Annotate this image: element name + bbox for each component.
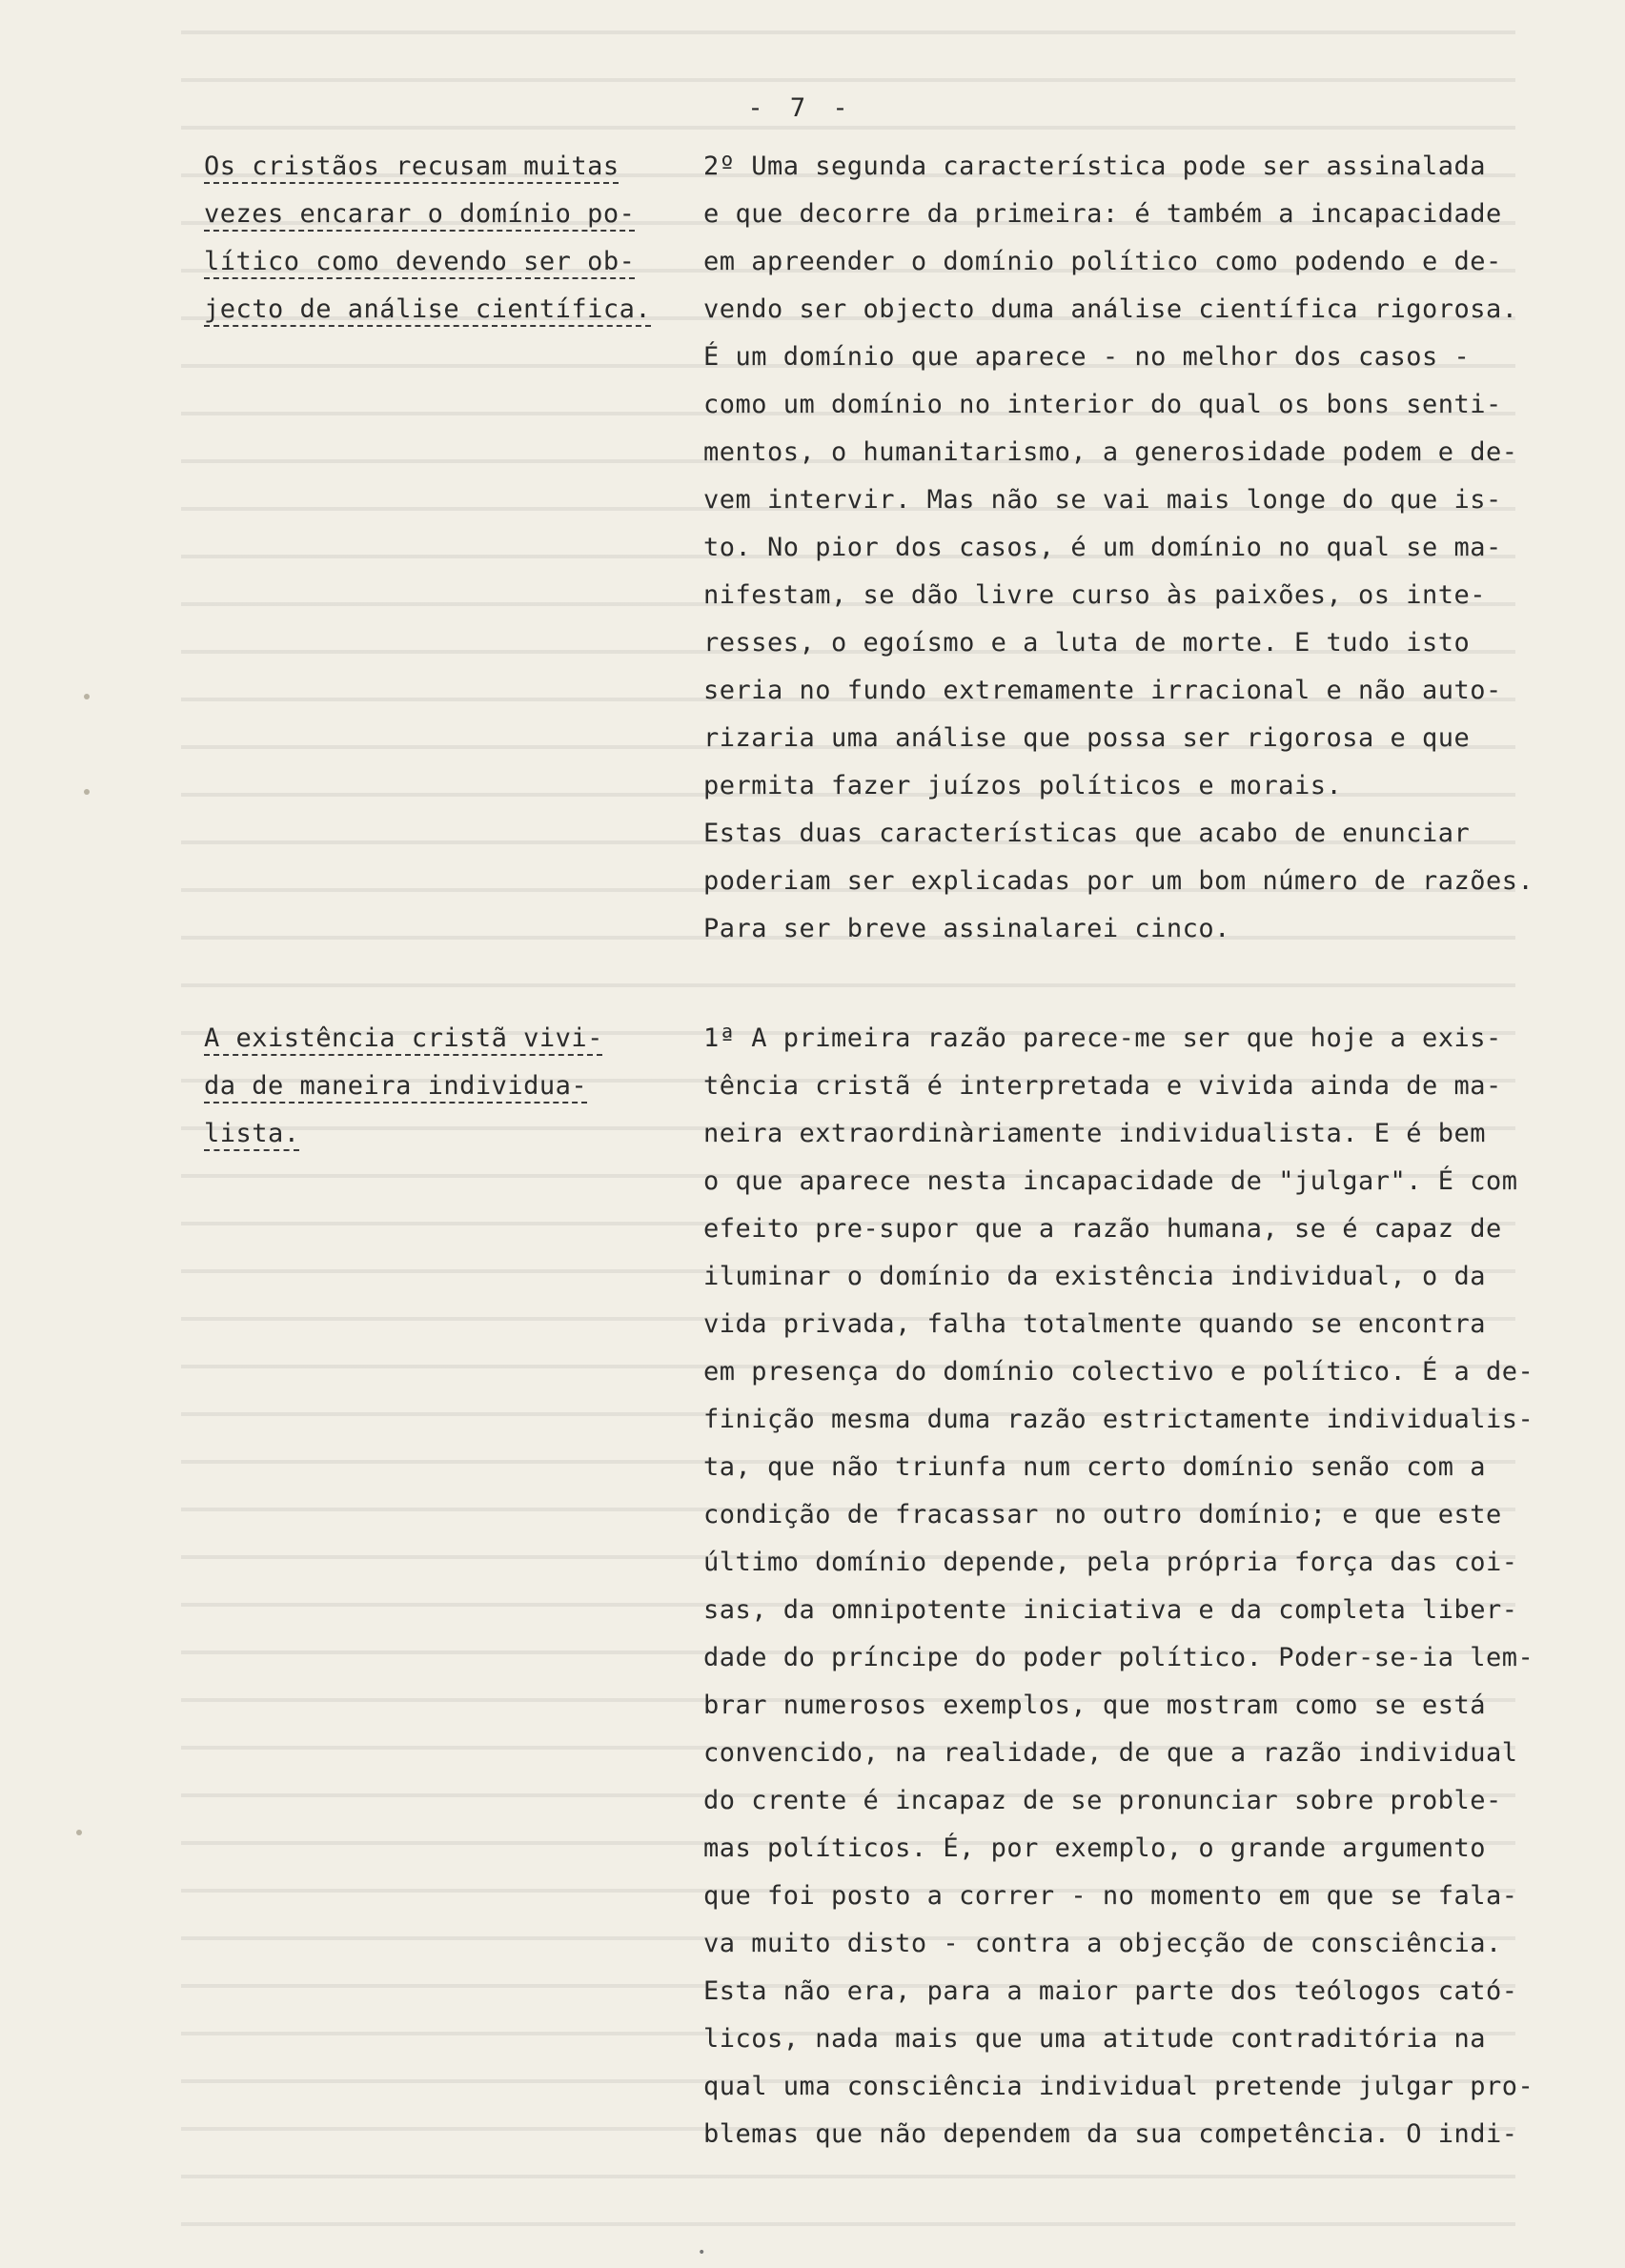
text-line: que foi posto a correr - no momento em que se fala-	[703, 1881, 1518, 1911]
margin-note-line: lítico como devendo ser ob-	[204, 247, 636, 276]
text-line: poderiam ser explicadas por um bom número de razões.	[703, 866, 1534, 896]
text-line: do crente é incapaz de se pronunciar sobre proble-	[703, 1786, 1502, 1815]
text-line: sas, da omnipotente iniciativa e da completa liber-	[703, 1595, 1518, 1625]
margin-note-individualist-existence	[204, 1015, 623, 1158]
text-line: último domínio depende, pela própria força das coi-	[703, 1548, 1518, 1577]
text-line: Esta não era, para a maior parte dos teólogos cató-	[703, 1976, 1518, 2006]
text-line: em apreender o domínio político como podendo e de-	[703, 247, 1502, 276]
text-line: rizaria uma análise que possa ser rigorosa e que	[703, 723, 1471, 753]
text-line: 1ª A primeira razão parece-me ser que hoje a exis-	[703, 1023, 1502, 1053]
text-line: e que decorre da primeira: é também a incapacidade	[703, 199, 1502, 229]
footer-mark: •	[698, 2245, 706, 2260]
text-line: Para ser breve assinalarei cinco.	[703, 914, 1230, 943]
text-line: mas políticos. É, por exemplo, o grande argumento	[703, 1833, 1487, 1863]
text-line: seria no fundo extremamente irracional e não auto-	[703, 676, 1502, 705]
text-line: finição mesma duma razão estrictamente individualis-	[703, 1405, 1534, 1434]
text-line: tência cristã é interpretada e vivida ainda de ma-	[703, 1071, 1502, 1101]
text-line: condição de fracassar no outro domínio; e que este	[703, 1500, 1502, 1529]
text-line: iluminar o domínio da existência individual, o da	[703, 1262, 1487, 1291]
margin-note-line: jecto de análise científica.	[204, 294, 652, 324]
text-line: mentos, o humanitarismo, a generosidade podem e de-	[703, 437, 1518, 467]
text-line: qual uma consciência individual pretende julgar pro-	[703, 2072, 1534, 2101]
margin-note-political-domain	[204, 143, 652, 334]
text-line: blemas que não dependem da sua competência. O indi-	[703, 2119, 1518, 2149]
text-line: em presença do domínio colectivo e político. É a de-	[703, 1357, 1534, 1387]
text-line: o que aparece nesta incapacidade de "julgar". É com	[703, 1166, 1518, 1196]
text-line: ta, que não triunfa num certo domínio senão com a	[703, 1452, 1487, 1482]
punch-hole-mark	[76, 1830, 82, 1835]
margin-note-line: Os cristãos recusam muitas	[204, 152, 620, 181]
text-line: Estas duas características que acabo de enunciar	[703, 819, 1471, 848]
text-line: convencido, na realidade, de que a razão individual	[703, 1738, 1518, 1768]
text-line: neira extraordinàriamente individualista. E é bem	[703, 1119, 1487, 1148]
text-line: efeito pre-supor que a razão humana, se é capaz de	[703, 1214, 1502, 1244]
text-line: vida privada, falha totalmente quando se encontra	[703, 1309, 1487, 1339]
text-line: É um domínio que aparece - no melhor dos casos -	[703, 342, 1471, 372]
text-line: permita fazer juízos políticos e morais.	[703, 771, 1343, 800]
margin-note-line: lista.	[204, 1119, 300, 1148]
punch-hole-mark	[84, 789, 90, 795]
text-line: vendo ser objecto duma análise científica rigorosa.	[703, 294, 1518, 324]
paragraph-second-characteristic	[703, 143, 1542, 953]
punch-hole-mark	[84, 694, 90, 699]
margin-note-line: A existência cristã vivi-	[204, 1023, 603, 1053]
margin-note-line: vezes encarar o domínio po-	[204, 199, 636, 229]
text-line: 2º Uma segunda característica pode ser assinalada	[703, 152, 1487, 181]
text-line: brar numerosos exemplos, que mostram como se está	[703, 1691, 1487, 1720]
text-line: to. No pior dos casos, é um domínio no qual se ma-	[703, 533, 1502, 562]
text-line: vem intervir. Mas não se vai mais longe do que is-	[703, 485, 1502, 515]
paragraph-first-reason	[703, 1015, 1542, 2158]
text-line: licos, nada mais que uma atitude contraditória na	[703, 2024, 1487, 2054]
text-line: resses, o egoísmo e a luta de morte. E tudo isto	[703, 628, 1471, 658]
text-line: nifestam, se dão livre curso às paixões, os inte-	[703, 580, 1487, 610]
text-line: va muito disto - contra a objecção de consciência.	[703, 1929, 1502, 1958]
margin-note-line: da de maneira individua-	[204, 1071, 588, 1101]
text-line: dade do príncipe do poder político. Poder-se-ia lem-	[703, 1643, 1534, 1672]
text-line: como um domínio no interior do qual os bons senti-	[703, 390, 1502, 419]
page-number: - 7 -	[747, 93, 854, 123]
